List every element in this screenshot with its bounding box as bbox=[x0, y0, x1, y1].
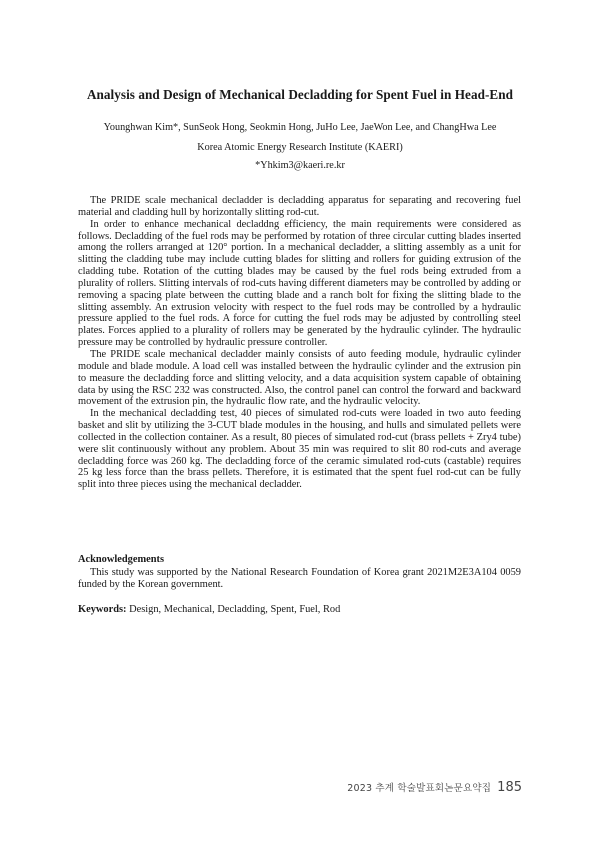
author-list: Younghwan Kim*, SunSeok Hong, Seokmin Hong, JuHo Lee, JaeWon Lee, and ChangHwa Lee bbox=[103, 122, 497, 133]
page-number: 185 bbox=[497, 780, 522, 795]
acknowledgements-heading: Acknowledgements bbox=[78, 554, 165, 565]
keywords-label: Keywords: bbox=[78, 604, 127, 615]
keywords-line bbox=[78, 604, 521, 615]
corresponding-email: *Yhkim3@kaeri.re.kr bbox=[255, 160, 345, 171]
keywords-text: Design, Mechanical, Decladding, Spent, Fuel, Rod bbox=[126, 604, 341, 615]
abstract-paragraph-3: The PRIDE scale mechanical decladder mainly consists of auto feeding module, hydraulic cylinder module and blade module. A load cell was installed between the hydraulic cylinder and the extrusion pin to measure the decladding force and slitting velocity, and a data acquisition system capable of obtaining data by using the RSC 232 was constructed. Also, the control panel can control the forward and backward movement of the extrusion pin, the hydraulic flow rate, and the hydraulic velocity. bbox=[78, 348, 521, 408]
affiliation: Korea Atomic Energy Research Institute (KAERI) bbox=[197, 142, 403, 153]
abstract-paragraph-2: In order to enhance mechanical decladdng efficiency, the main requirements were considered as follows. Decladding of the fuel rods may be performed by rotation of three circular cutting blades inserted among the rollers arranged at 120° portion. In a mechanical decladder, a slitting assembly as a unit for slitting the cladding tube may include cutting blades for slitting and rollers for guiding extrusion of the cladding tube. Rotation of the cutting blades may be caused by the fuel rods being extruded from a plurality of rollers. Slitting intervals of rod-cuts having different diameters may be controlled by adding or removing a spacing plate between the cutting blade and a ranch bolt for fixing the slitting blade to the slitting assembly. An extrusion velocity with respect to the fuel rods may be controlled by a hydraulic pressure applied to the fuel rods. A force for cutting the fuel rods may be adjusted by controlling steel plates. Forces applied to a plurality of rollers may be generated by the hydraulic cylinder. The hydraulic pressure may be controlled by hydraulic pressure controller. bbox=[78, 218, 521, 349]
acknowledgements-text: This study was supported by the National Research Foundation of Korea grant 2021M2E3A104 0059 funded by the Korean government. bbox=[78, 567, 521, 590]
proceedings-title: 2023 추계 학술발표회논문요약집 bbox=[347, 783, 492, 794]
paper-title: Analysis and Design of Mechanical Decladding for Spent Fuel in Head-End bbox=[86, 87, 514, 102]
abstract-paragraph-4: In the mechanical decladding test, 40 pieces of simulated rod-cuts were loaded in two auto feeding basket and slit by utilizing the 3-CUT blade modules in the housing, and hulls and simulated pellets were collected in the collection container. As a result, 80 pieces of simulated rod-cut (brass pellets + Zry4 tube) were slit continuously without any problem. About 35 min was required to slit 80 rod-cuts and average decladding force was 260 kg. The decladding force of the ceramic simulated rod-cuts (castable) requires 25 kg less force than the brass pellets. Therefore, it is estimated that the spent fuel rod-cut can be fully split into three pieces using the mechanical decladder. bbox=[78, 408, 521, 491]
page-footer bbox=[347, 780, 522, 795]
abstract-body bbox=[78, 195, 521, 491]
abstract-paragraph-1: The PRIDE scale mechanical decladder is decladding apparatus for separating and recovering fuel material and cladding hull by horizontally slitting rod-cut. bbox=[78, 195, 521, 218]
acknowledgements-body bbox=[78, 567, 521, 591]
